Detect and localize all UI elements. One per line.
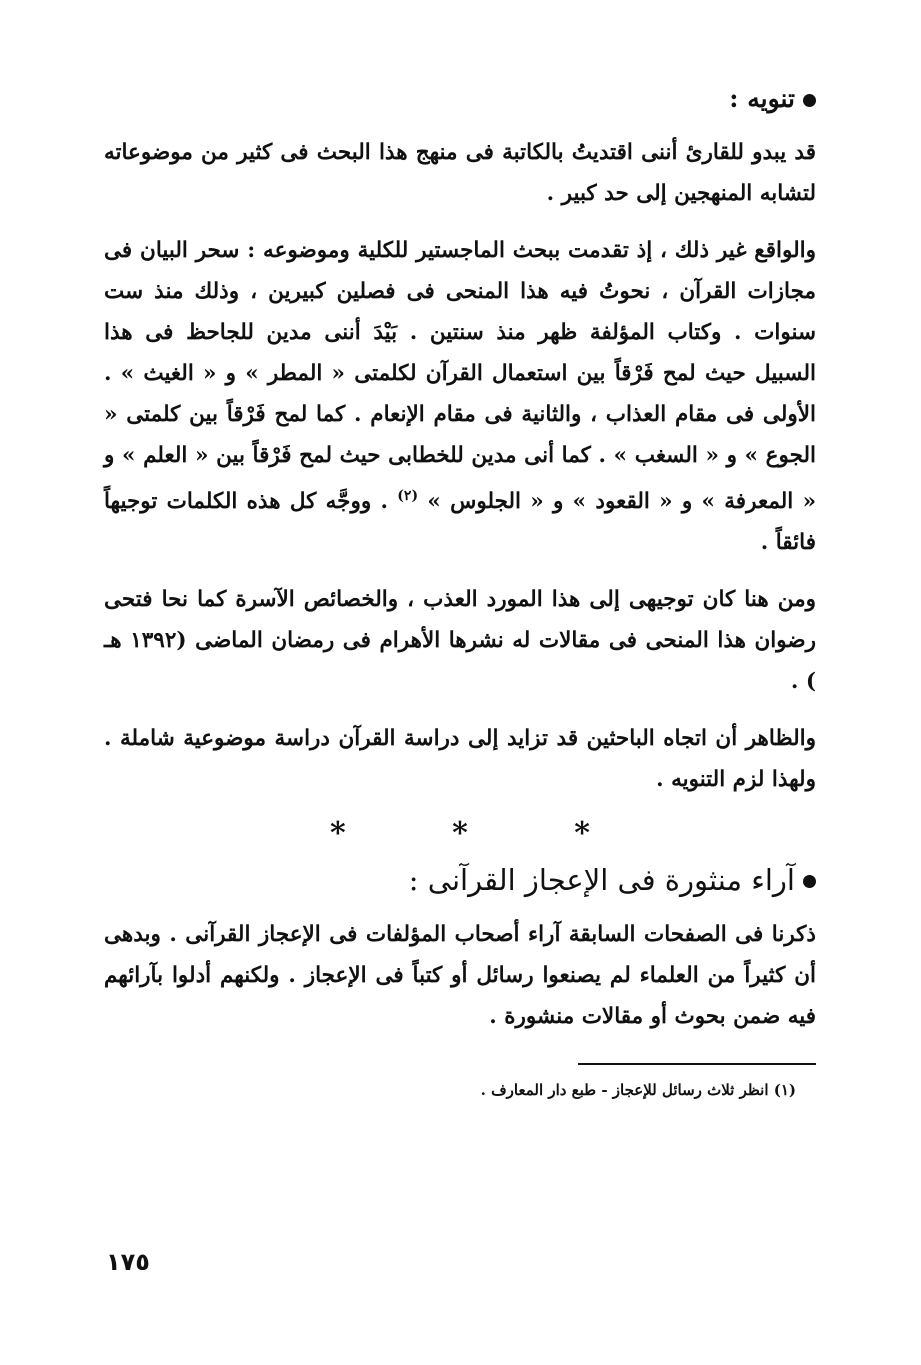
page-body bbox=[104, 80, 816, 1103]
page-number: ١٧٥ bbox=[106, 1248, 150, 1276]
section-heading-opinions bbox=[104, 859, 816, 903]
bullet-icon bbox=[803, 875, 816, 888]
notice-heading-text: تنويه : bbox=[729, 84, 795, 113]
paragraph-2 bbox=[104, 230, 816, 563]
footnote-divider bbox=[578, 1063, 816, 1065]
footnote-reference: (٢) bbox=[397, 487, 419, 504]
footnote: (١) انظر ثلاث رسائل للإعجاز - طبع دار المعارف . bbox=[480, 1081, 796, 1100]
paragraph-1: قد يبدو للقارئ أننى اقتديتُ بالكاتبة فى منهج هذا البحث فى كثير من موضوعاته لتشابه المنهجين إلى حد كبير . bbox=[104, 139, 816, 206]
paragraph-4: والظاهر أن اتجاه الباحثين قد تزايد إلى دراسة القرآن دراسة موضوعية شاملة . ولهذا لزم التنويه . bbox=[104, 725, 816, 792]
paragraph-3: ومن هنا كان توجيهى إلى هذا المورد العذب ، والخصائص الآسرة كما نحا فتحى رضوان هذا المنحى فى مقالات له نشرها الأهرام فى رمضان الماضى (١٣٩٢ هـ ) . bbox=[104, 586, 816, 694]
paragraph-2-tail: . ووجَّه كل هذه الكلمات توجيهاً فائقاً . bbox=[104, 488, 816, 555]
paragraph-2-text: والواقع غير ذلك ، إذ تقدمت ببحث الماجستير للكلية وموضوعه : سحر البيان فى مجازات القرآن ، نحوتُ فيه هذا المنحى فى فصلين كبيرين ، وذلك منذ ست سنوات . وكتاب المؤلفة ظهر منذ سنتين . بَيْدَ أننى مدين للجاحظ فى هذا السبيل حيث لمح فَرْقاً بين استعمال القرآن لكلمتى « المطر » و « الغيث » . الأولى فى مقام العذاب ، والثانية فى مقام الإنعام . كما لمح فَرْقاً بين كلمتى « الجوع » و « السغب » . كما أنى مدين للخطابى حيث لمح فَرْقاً بين « العلم » و « المعرفة » و « القعود » و « الجلوس » bbox=[104, 237, 817, 514]
opinions-heading-text: آراء منثورة فى الإعجاز القرآنى : bbox=[408, 862, 795, 897]
section-separator: * * * bbox=[330, 815, 638, 851]
bullet-icon bbox=[803, 94, 816, 107]
section-heading-notice bbox=[104, 80, 816, 118]
paragraph-5: ذكرنا فى الصفحات السابقة آراء أصحاب المؤلفات فى الإعجاز القرآنى . وبدهى أن كثيراً من العلماء لم يصنعوا رسائل أو كتباً فى الإعجاز . ولكنهم أدلوا بآرائهم فيه ضمن بحوث أو مقالات منشورة . bbox=[104, 922, 816, 1030]
